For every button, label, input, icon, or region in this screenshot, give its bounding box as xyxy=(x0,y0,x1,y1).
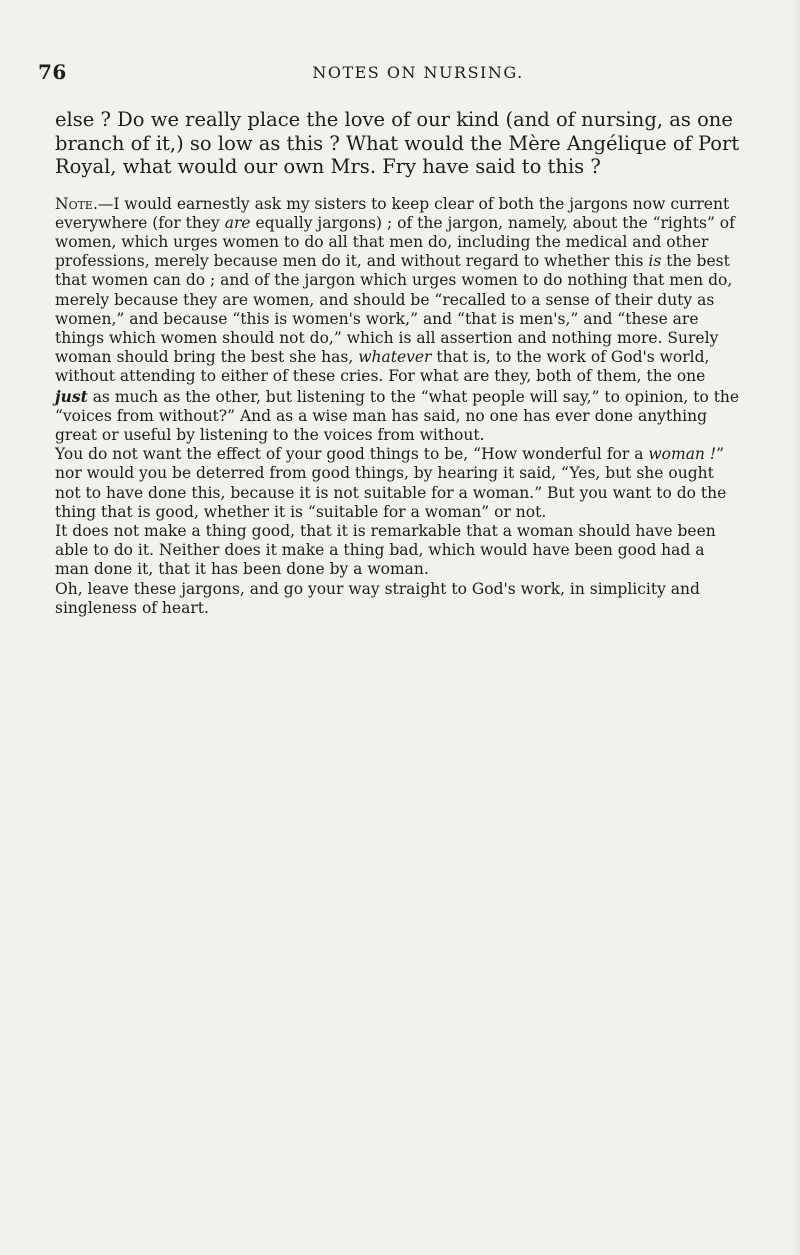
running-title: NOTES ON NURSING. xyxy=(312,63,524,82)
note-p1-a: I would earnestly ask my sisters to keep clear of both the jargons now current everywhere (for they xyxy=(55,194,730,232)
note-dash: — xyxy=(97,194,114,213)
note-paragraph-4: Oh, leave these jargons, and go your way straight to God's work, in simplicity and singleness of heart. xyxy=(55,579,700,617)
note-label: Note. xyxy=(55,194,98,213)
page-edge-shadow xyxy=(792,0,800,1255)
note-p1-e: as much as the other, but listening to the “what people will say,” to opinion, to the “voices from without?” And as a wise man has said, no one has ever done anything great or useful by listening to the voices from without. xyxy=(55,387,740,444)
note-p1-italic-are: are xyxy=(224,213,251,232)
page-number: 76 xyxy=(38,60,67,84)
note-p1-c: the best that women can do ; and of the jargon which urges women to do nothing that men do, merely because they are women, and should be “recalled to a sense of their duty as women,” and because “this is women's work,” and “that is men's,” and “these are things which women should not do,” which is all assertion and nothing more. Surely woman should bring the best she has, xyxy=(55,252,733,367)
body-text xyxy=(55,108,740,618)
note-paragraph-3: It does not make a thing good, that it is remarkable that a woman should have been able to do it. Neither does it make a thing bad, which would have been good had a man done it, that it has been done by a woman. xyxy=(55,521,716,579)
note-p2-italic-woman: woman ! xyxy=(648,445,717,464)
note-p1-d: that is, to the work of God's world, without attending to either of these cries. For what are they, both of them, the one xyxy=(55,348,710,386)
footnote xyxy=(55,195,740,618)
note-p1-italic-just: just xyxy=(55,386,88,406)
note-p1-italic-whatever: whatever xyxy=(358,348,432,367)
note-p1-b: equally jargons) ; of the jargon, namely, about the “rights” of women, which urges women to do all that men do, including the medical and other professions, merely because men do it, and without regard to whether this xyxy=(55,213,735,271)
lead-paragraph: else ? Do we really place the love of our kind (and of nursing, as one branch of it,) so low as this ? What would the Mère Angélique of Port Royal, what would our own Mrs. Fry have said to this ? xyxy=(55,108,740,178)
note-p2-a: You do not want the effect of your good things to be, “How wonderful for a xyxy=(55,445,649,464)
running-head xyxy=(38,60,758,90)
note-p1-italic-is: is xyxy=(648,252,662,271)
note-paragraph-1 xyxy=(55,195,740,446)
note-paragraph-2 xyxy=(55,445,740,522)
note-p2-b: ” nor would you be deterred from good things, by hearing it said, “Yes, but she ought not to have done this, because it is not suitable for a woman.” But you want to do the thing that is good, whether it is “suitable for a woman” or not. xyxy=(55,445,727,521)
